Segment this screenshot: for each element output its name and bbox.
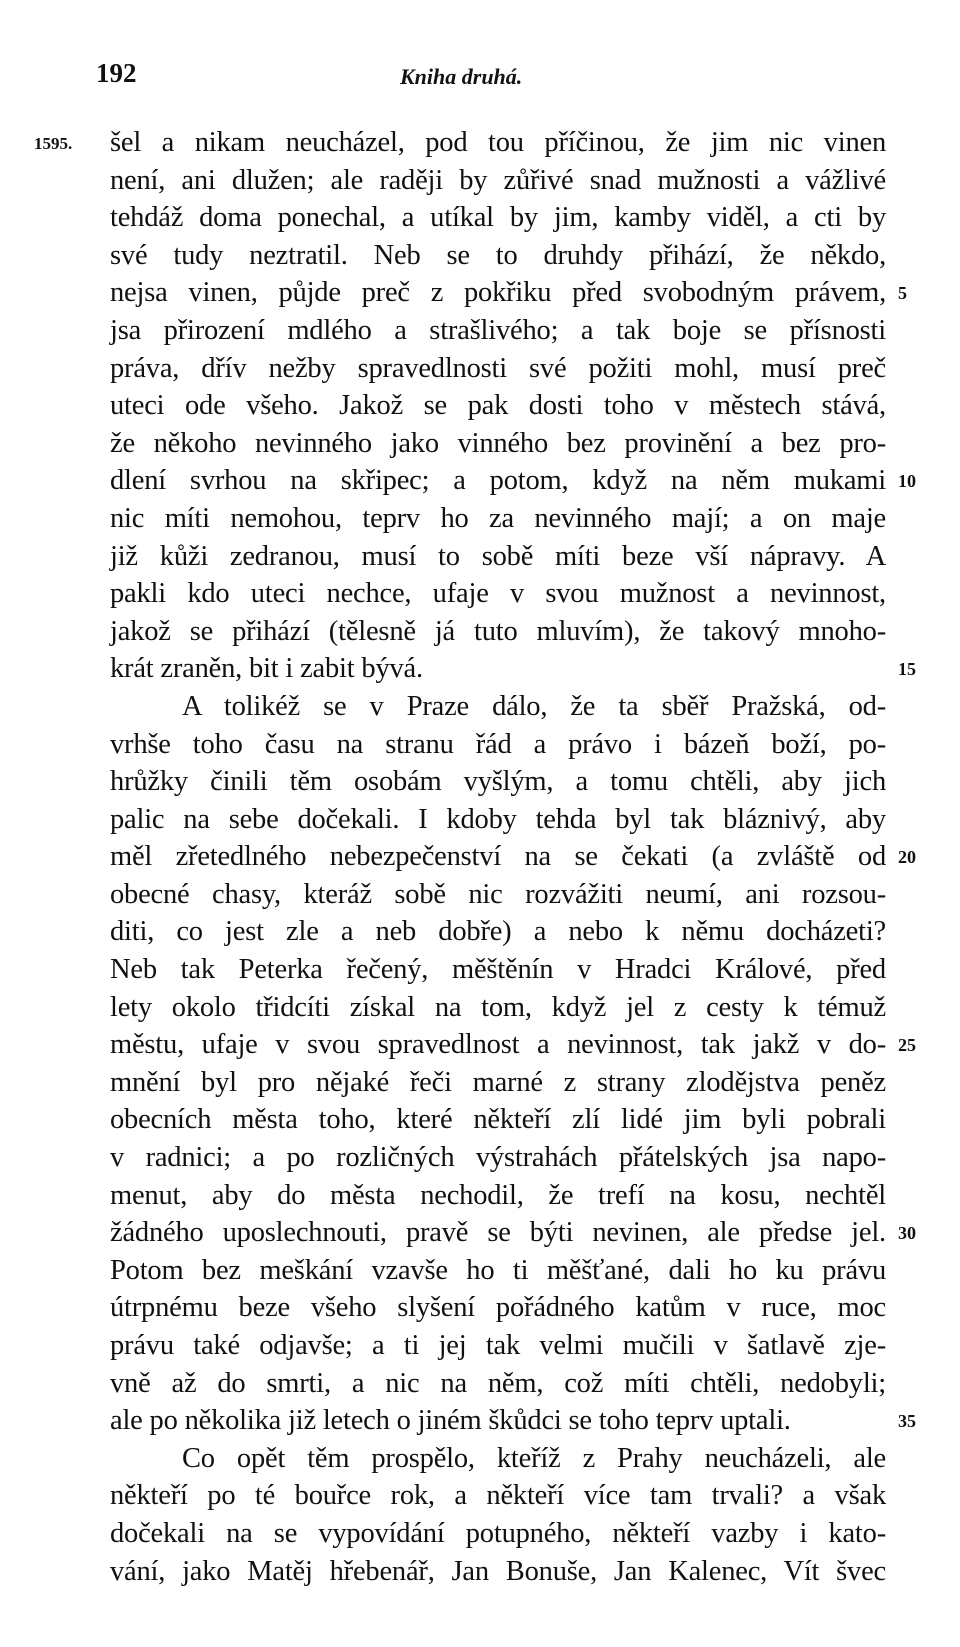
text-line: šel a nikam neucházel, pod tou příčinou, že jim nic vinen <box>110 127 886 158</box>
text-line: není, ani dlužen; ale raději by zůřivé snad mužnosti a vážlivé <box>110 164 886 196</box>
text-line: nejsa vinen, půjde preč z pokřiku před svobodným právem, <box>110 277 886 309</box>
text-line: hrůžky činili těm osobám vyšlým, a tomu chtěli, aby jich <box>110 766 886 798</box>
text-line: menut, aby do města nechodil, že trefí na kosu, nechtěl <box>110 1179 886 1211</box>
text-line: uteci ode všeho. Jakož se pak dosti toho v městech stává, <box>110 390 886 422</box>
text-line: útrpnému beze všeho slyšení pořádného katům v ruce, moc <box>110 1292 886 1324</box>
margin-line-number: 20 <box>898 847 916 868</box>
text-line: mnění byl pro nějaké řeči marné z strany zlodějstva peněz <box>110 1066 886 1098</box>
text-line: obecné chasy, kteráž sobě nic rozvážiti neumí, ani rozsou- <box>110 878 886 910</box>
text-line: vně až do smrti, a nic na něm, což míti chtěli, nedobyli; <box>110 1367 886 1399</box>
text-line: někteří po té bouřce rok, a někteří více tam trvali? a však <box>110 1480 886 1512</box>
text-line: jsa přirození mdlého a strašlivého; a tak boje se přísnosti <box>110 314 886 346</box>
text-line: své tudy neztratil. Neb se to druhdy přihází, že někdo, <box>110 239 886 271</box>
margin-line-number: 5 <box>898 283 907 304</box>
text-line: již kůži zedranou, musí to sobě míti beze vší nápravy. A <box>110 540 886 572</box>
year-marker: 1595. <box>34 134 73 153</box>
text-line: dlení svrhou na skřipec; a potom, když na něm mukami <box>110 465 886 497</box>
running-head: Kniha druhá. <box>400 64 523 89</box>
margin-line-number: 25 <box>898 1035 916 1056</box>
text-line: nic míti nemohou, teprv ho za nevinného mají; a on maje <box>110 502 886 534</box>
text-line: diti, co jest zle a neb dobře) a nebo k němu docházeti? <box>110 916 886 948</box>
text-line: ale po několika již letech o jiném škůdci se toho teprv uptali. <box>110 1405 791 1437</box>
text-line: palic na sebe dočekali. I kdoby tehda byl tak bláznivý, aby <box>110 803 886 835</box>
page-number: 192 <box>96 58 137 88</box>
text-line: Potom bez meškání vzavše ho ti měšťané, dali ho ku právu <box>110 1254 886 1286</box>
text-line: že někoho nevinného jako vinného bez provinění a bez pro- <box>110 427 886 459</box>
text-line: krát zraněn, bit i zabit bývá. <box>110 653 423 685</box>
text-line: vání, jako Matěj hřebenář, Jan Bonuše, Jan Kalenec, Vít švec <box>110 1555 886 1587</box>
text-line: A tolikéž se v Praze dálo, že ta sběř Pražská, od- <box>182 690 886 722</box>
text-line: Co opět těm prospělo, kteříž z Prahy neucházeli, ale <box>182 1442 886 1474</box>
margin-line-number: 30 <box>898 1223 916 1244</box>
text-line: dočekali na se vypovídání potupného, někteří vazby i kato- <box>110 1517 886 1549</box>
margin-line-number: 35 <box>898 1411 916 1432</box>
text-line: práva, dřív nežby spravedlnosti své požiti mohl, musí preč <box>110 352 886 384</box>
text-line: pakli kdo uteci nechce, ufaje v svou mužnost a nevinnost, <box>110 578 886 610</box>
text-line: lety okolo třidcíti získal na tom, když jel z cesty k témuž <box>110 991 886 1023</box>
text-line: žádného uposlechnouti, pravě se býti nevinen, ale předse jel. <box>110 1217 886 1249</box>
margin-line-number: 10 <box>898 471 916 492</box>
text-line: Neb tak Peterka řečený, měštěnín v Hradci Králové, před <box>110 954 886 986</box>
text-line: právu také odjavše; a ti jej tak velmi mučili v šatlavě zje- <box>110 1330 886 1361</box>
text-line: městu, ufaje v svou spravedlnost a nevinnost, tak jakž v do- <box>110 1029 886 1061</box>
text-line: v radnici; a po rozličných výstrahách přátelských jsa napo- <box>110 1142 886 1174</box>
text-line: vrhše toho času na stranu řád a právo i bázeň boží, po- <box>110 728 886 760</box>
text-line: jakož se přihází (tělesně já tuto mluvím), že takový mnoho- <box>110 615 886 647</box>
text-line: obecních města toho, které někteří zlí lidé jim byli pobrali <box>110 1104 886 1136</box>
text-line: měl zřetedlného nebezpečenství na se čekati (a zvláště od <box>110 841 886 873</box>
body-text <box>110 124 886 1590</box>
margin-line-number: 15 <box>898 659 916 680</box>
text-line: tehdáž doma ponechal, a utíkal by jim, kamby viděl, a cti by <box>110 202 886 234</box>
